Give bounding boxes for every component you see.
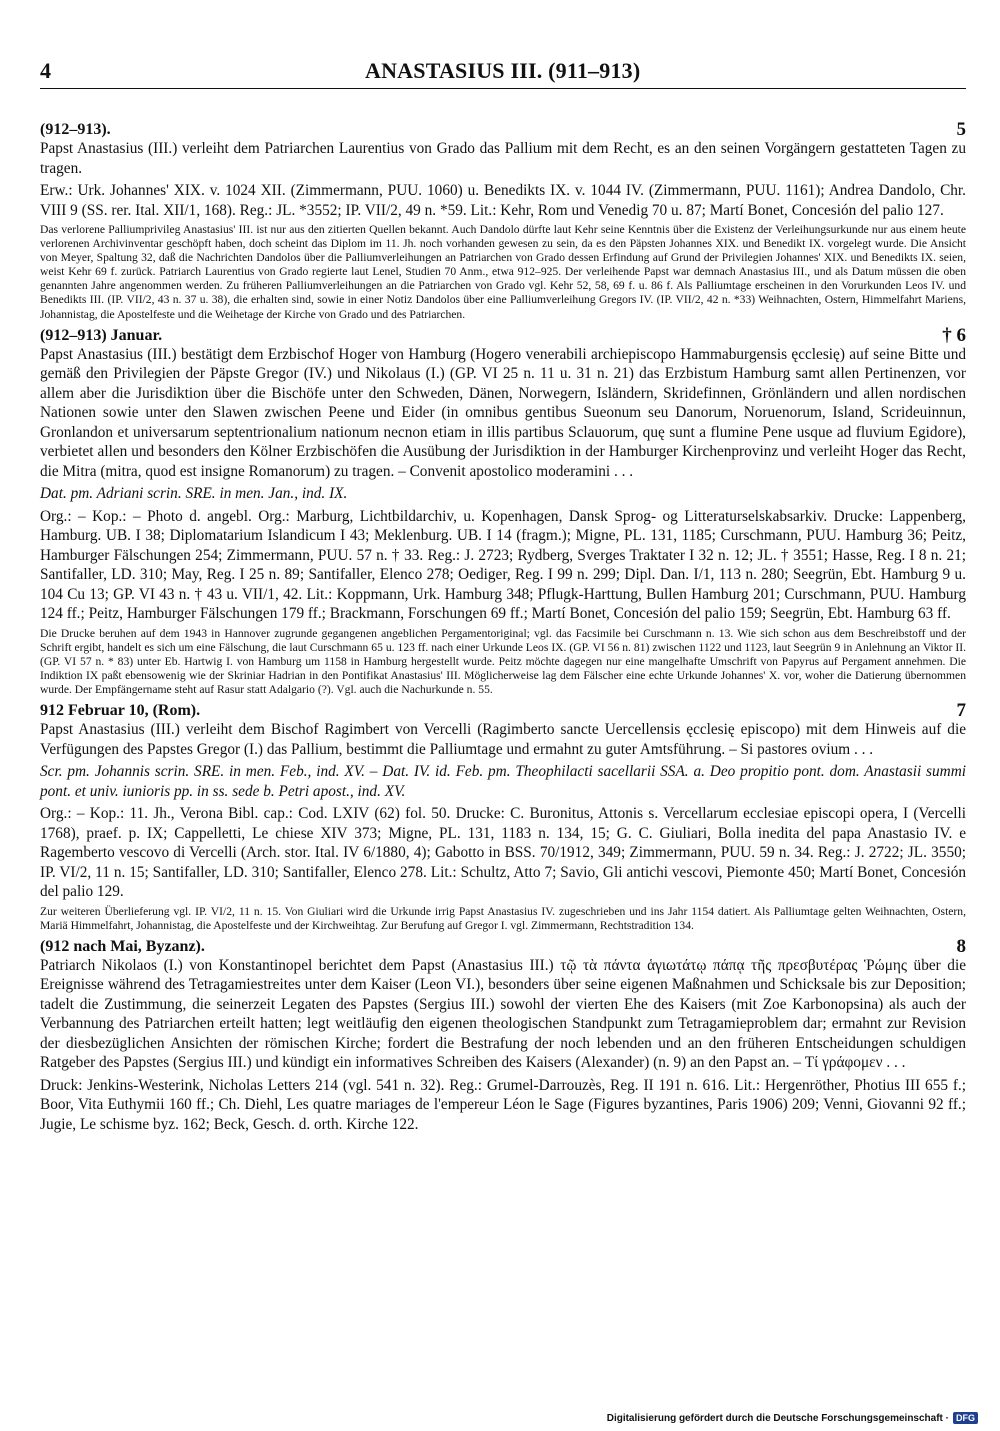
commentary: Das verlorene Palliumprivileg Anastasius' III. ist nur aus den zitierten Quellen bekannt. Auch Dandolo dürfte laut Kehr seine Kenntnis über die Existenz der Verleihungsurkunde nur aus einem heute verlorenen Archivinventar geschöpft haben, doch scheint das Diplom im 11. Jh. noch vorhanden gewesen zu sein, da es den Päpsten Johannes XIX. und Benedikt IX. vorgelegt wurde. Die Ansicht von Meyer, Spaltung 32, daß die Nachrichten Dandolos über die Palliumverleihungen an Patriarchen von Grado dessen Erfindung auf Grund der Privilegien Johannes' XIX. und Benedikts IX. seien, weist Kehr 69 f. zurück. Patriarch Laurentius von Grado regierte laut Lenel, Studien 70 Anm., etwa 912–925. Der verleihende Papst war demnach Anastasius III., und als Datum müssen die oben genannten Jahre angenommen werden. Zu früheren Palliumverleihungen an die Patriarchen von Grado vgl. Kehr 52, 58, 69 f. u. 86 f. Als Palliumtage erscheinen in den Vorurkunden Leos IV. und Benedikts III. (IP. VII/2, 43 n. 37 u. 38), die erhalten sind, sowie in einer Notiz Dandolos über eine Palliumverleihung Gregors IV. (IP. VII/2, 42 n. *33) Weihnachten, Ostern, Himmelfahrt Mariens, Johannistag, die Apostelfeste und die Weihetage der Kirche von Grado und des Patriarchen.	[40, 223, 966, 321]
running-title: ANASTASIUS III. (911–913)	[365, 58, 641, 83]
entry-number: 8	[956, 935, 966, 957]
entry-number: 7	[956, 700, 966, 722]
entry-heading	[40, 120, 966, 139]
page-header	[40, 58, 966, 89]
references: Org.: – Kop.: 11. Jh., Verona Bibl. cap.: Cod. LXIV (62) fol. 50. Drucke: C. Buronitus, Attonis s. Vercellarum ecclesiae episcopi opera, I (Vercelli 1768), praef. p. IX; Cappelletti, Le chiese XIV 373; Migne, PL. 131, 1183 n. 134, 15; G. C. Giuliari, Bolla inedita del papa Anastasio IV. e Ragemberto vescovo di Vercelli (Arch. stor. Ital. IV 6/1880, 4); Gabotto in BSS. 70/1912, 349; Zimmermann, PUU. 59 n. 34. Reg.: J. 2722; JL. 3550; IP. VI/2, 11 n. 15; Santifaller, LD. 310; Santifaller, Elenco 278. Lit.: Schultz, Atto 7; Savio, Gli antichi vescovi, Piemonte 450; Martí Bonet, Concesión del palio 129.	[40, 805, 966, 901]
regest-text: Papst Anastasius (III.) verleiht dem Bischof Ragimbert von Vercelli (Ragimberto sancte Uercellensis ęcclesię episcopo) mit dem Hinweis auf die Verfügungen des Papstes Gregor (I.) das Pallium, bestimmt die Palliumtage und ermahnt zu guter Amtsführung. – Si pastores ovium . . .	[40, 721, 966, 758]
dfg-logo-icon: DFG	[953, 1412, 978, 1424]
entry-date: (912 nach Mai, Byzanz).	[40, 937, 205, 955]
regest-text: Papst Anastasius (III.) verleiht dem Patriarchen Laurentius von Grado das Pallium mit dem Recht, es an den seinen Vorgängern gestatteten Tagen zu tragen.	[40, 140, 966, 177]
commentary: Die Drucke beruhen auf dem 1943 in Hannover zugrunde gegangenen angeblichen Pergamentoriginal; vgl. das Facsimile bei Curschmann n. 13. Wie sich schon aus dem Beschreibstoff und der Schrift ergibt, handelt es sich um eine Fälschung, die laut Curschmann 65 u. 123 ff. nach einer Urkunde Leos IX. (GP. VI 56 n. 81) zwischen 1122 und 1123, laut Seegrün 9 in Anlehnung an Viktor II. (GP. VI 57 n. * 83) unter Eb. Hartwig I. von Hamburg um 1158 in Hamburg hergestellt wurde. Peitz möchte dagegen nur eine mangelhafte Umschrift von Papyrus auf Pergament annehmen. Die Indiktion IX paßt ebensowenig wie der Skriniar Hadrian in den Pontifikat Anastasius' III. Möglicherweise lag dem Fälscher eine echte Urkunde Johannes' X. vor, woher die Datierung übernommen wurde. Der Empfängername steht auf Rasur statt Adalgario (?). Vgl. auch die Nachurkunde n. 55.	[40, 626, 966, 697]
entry-date: (912–913) Januar.	[40, 326, 163, 344]
footer-text: Digitalisierung gefördert durch die Deutsche Forschungsgemeinschaft ·	[606, 1412, 949, 1424]
regest-entry-5	[40, 120, 966, 322]
entry-number: 5	[956, 119, 966, 140]
regest-entry-6	[40, 326, 966, 697]
entry-heading	[40, 701, 966, 720]
document-body	[40, 120, 966, 1138]
commentary: Zur weiteren Überlieferung vgl. IP. VI/2, 11 n. 15. Von Giuliari wird die Urkunde irrig Papst Anastasius IV. zugeschrieben und ins Jahr 1154 datiert. Als Palliumtage gelten Weihnachten, Ostern, Mariä Himmelfahrt, Johannistag, die Apostelfeste und der Kirchweihtag. Zur Berufung auf Gregor I. vgl. Zimmermann, Rechtstradition 134.	[40, 904, 966, 932]
regest-text: Patriarch Nikolaos (I.) von Konstantinopel berichtet dem Papst (Anastasius III.) τῷ τὰ πάντα ἁγιωτάτῳ πάπᾳ τῆς πρεσβυτέρας Ῥώμης über die Ereignisse während des Tetragamiestreites unter dem Kaiser (Leon VI.), besonders über seine eigenen Maßnahmen und Schicksale bis zur Deposition; tadelt die Zustimmung, die seinerzeit Legaten des Papstes (Sergius III.) sowohl der vierten Ehe des Kaisers (mit Zoe Karbonopsina) als auch der Verbannung des Patriarchen erteilt hatten; legt weitläufig den eigenen theologischen Standpunkt zum Tetragamieproblem dar; ermahnt zur Revision der diesbezüglichen Ansichten der römischen Kirche; fordert die Bestrafung der noch lebenden und an den früheren Entscheidungen schuldigen Ratgeber des Papstes (Sergius III.) und kündigt ein informatives Schreiben des Kaisers (Alexander) (n. 9) an den Papst an. – Τί γράφομεν . . .	[40, 956, 966, 1072]
entry-date: (912–913).	[40, 121, 111, 138]
regest-text: Papst Anastasius (III.) bestätigt dem Erzbischof Hoger von Hamburg (Hogero venerabili archiepiscopo Hammaburgensis ęcclesię) auf seine Bitte und gemäß den Privilegien der Päpste Gregor (IV.) und Nikolaus (I.) (GP. VI 25 n. 11 u. 31 n. 21) das Erzbistum Hamburg samt allen Pertinenzen, vor allem aber die Jurisdiktion über die Bischöfe unter den Schweden, Dänen, Norwegern, Isländern, Skridefinnen, Grönländern und allen nordischen Nationen sowie unter den Slawen zwischen Peene und Eider (in omnibus gentibus Sueonum seu Danorum, Noruenorum, Island, Scrideuinnun, Gronlandon et universarum septentrionalium nationum necnon etiam in illis partibus Sclauorum, quę sunt a flumine Pene usque ad fluvium Egidore), verbietet allen und besonders den Kölner Erzbischöfen die Ausübung der Jurisdiktion in der Hamburger Kirchenprovinz und verleiht Hoger das Recht, die Mitra (mitra, quod est insigne Romanorum) zu tragen. – Convenit apostolico moderamini . . .	[40, 345, 966, 480]
references: Erw.: Urk. Johannes' XIX. v. 1024 XII. (Zimmermann, PUU. 1060) u. Benedikts IX. v. 1044 IV. (Zimmermann, PUU. 1161); Andrea Dandolo, Chr. VIII 9 (SS. rer. Ital. XII/1, 168). Reg.: JL. *3552; IP. VII/2, 49 n. *59. Lit.: Kehr, Rom und Venedig 70 u. 87; Martí Bonet, Concesión del palio 127.	[40, 182, 966, 219]
regest-entry-8	[40, 937, 966, 1135]
regest-entry-7	[40, 701, 966, 933]
references: Druck: Jenkins-Westerink, Nicholas Letters 214 (vgl. 541 n. 32). Reg.: Grumel-Darrouzès, Reg. II 191 n. 616. Lit.: Hergenröther, Photius III 655 f.; Boor, Vita Euthymii 160 ff.; Ch. Diehl, Les quatre mariages de l'empereur Léon le Sage (Figures byzantines, Paris 1906) 209; Venni, Giovanni 92 ff.; Jugie, Le schisme byz. 162; Beck, Gesch. d. orth. Kirche 122.	[40, 1076, 966, 1133]
page-footer	[607, 1412, 978, 1424]
dating-clause: Scr. pm. Johannis scrin. SRE. in men. Feb., ind. XV. – Dat. IV. id. Feb. pm. Theophilacti sacellarii SSA. a. Deo propitio pont. dom. Anastasii summi pont. et univ. iunioris pp. in ss. sede b. Petri apost., ind. XV.	[40, 763, 966, 800]
dating-clause: Dat. pm. Adriani scrin. SRE. in men. Jan., ind. IX.	[40, 485, 348, 503]
entry-number: † 6	[942, 324, 966, 346]
page-number: 4	[40, 58, 51, 83]
entry-heading	[40, 326, 966, 345]
entry-heading	[40, 937, 966, 956]
entry-date: 912 Februar 10, (Rom).	[40, 702, 201, 720]
references: Org.: – Kop.: – Photo d. angebl. Org.: Marburg, Lichtbildarchiv, u. Kopenhagen, Dansk Sprog- og Litteraturselskabsarkiv. Drucke: Lappenberg, Hamburg. UB. I 38; Diplomatarium Islandicum I 43; Meklenburg. UB. I 14 (fragm.); Migne, PL. 131, 1185; Curschmann, PUU. Hamburg 36; Peitz, Hamburger Fälschungen 254; Zimmermann, PUU. 57 n. † 33. Reg.: J. 2723; Rydberg, Sverges Traktater I 32 n. 12; JL. † 3551; Hasse, Reg. I 8 n. 21; Santifaller, LD. 310; May, Reg. I 25 n. 89; Santifaller, Elenco 278; Oediger, Reg. I 99 n. 299; Dipl. Dan. I/1, 113 n. 280; Seegrün, Ebt. Hamburg 9 u. 104 Cu 13; GP. VI 43 n. † 43 u. VII/1, 42. Lit.: Koppmann, Urk. Hamburg 348; Pflugk-Harttung, Bullen Hamburg 201; Curschmann, PUU. Hamburg 124 ff.; Peitz, Hamburger Fälschungen 179 ff.; Brackmann, Forschungen 69 ff.; Martí Bonet, Concesión del palio 159; Seegrün, Ebt. Hamburg 63 ff.	[40, 507, 966, 623]
